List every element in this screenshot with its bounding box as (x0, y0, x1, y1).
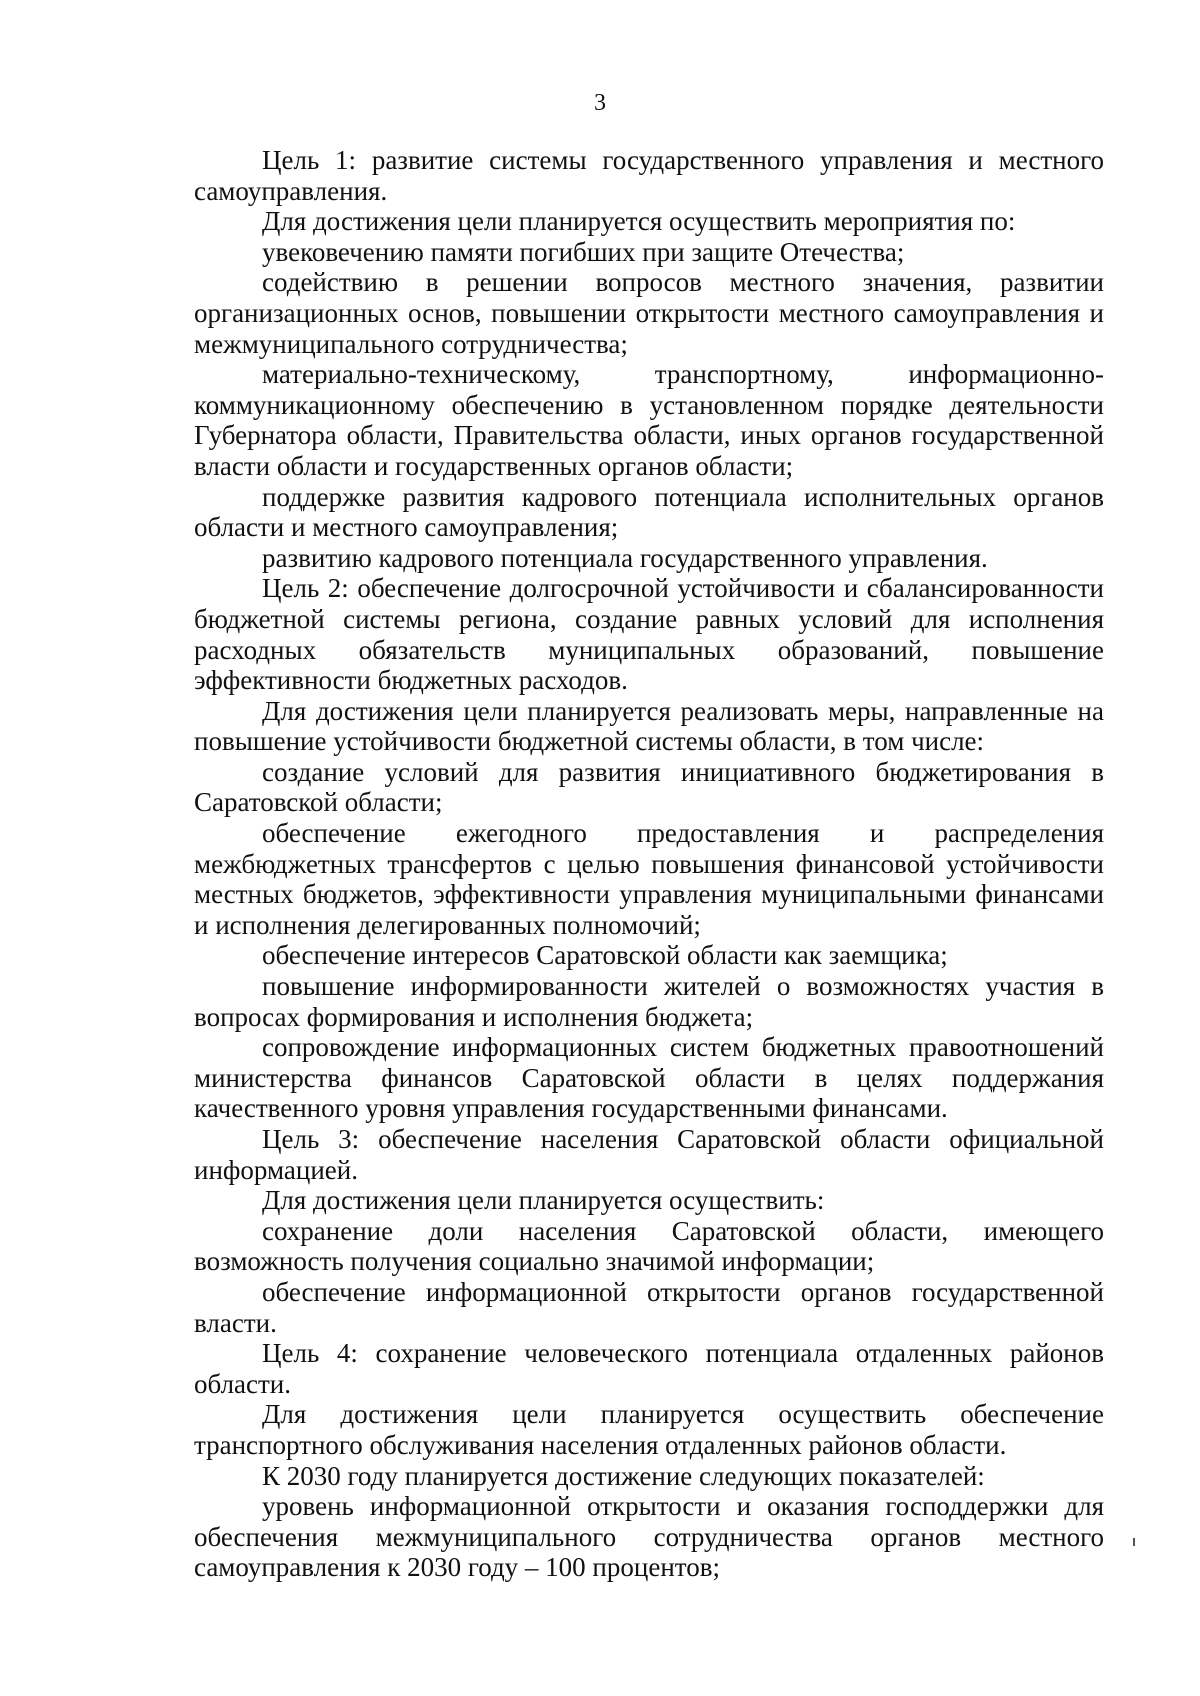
page-number: 3 (594, 90, 606, 116)
paragraph-goal-1-measures-intro: Для достижения цели планируется осуществить мероприятия по: (262, 206, 1016, 237)
paragraph-personnel-support: поддержке развития кадрового потенциала исполнительных органов области и местного самоуправления; (194, 481, 1104, 543)
paragraph-interbudget-transfers: обеспечение ежегодного предоставления и распределения межбюджетных трансфертов с целью повышения финансовой устойчивости местных бюджетов, эффективности управления муниципальными финансами и исполнения делегированных полномочий; (194, 818, 1104, 940)
paragraph-initiative-budgeting: создание условий для развития инициативного бюджетирования в Саратовской области; (194, 756, 1104, 818)
paragraph-material-support: материально-техническому, транспортному, информационно-коммуникационному обеспечению в установленном порядке деятельности Губернатора области, Правительства области, иных органов государственной власти области и государственных органов области; (194, 359, 1104, 481)
paragraph-goal-2-measures-intro: Для достижения цели планируется реализовать меры, направленные на повышение устойчивости бюджетной системы области, в том числе: (194, 695, 1104, 757)
document-body (194, 145, 1104, 1583)
scan-mark (1133, 1538, 1135, 1546)
paragraph-goal-3: Цель 3: обеспечение населения Саратовской области официальной информацией. (194, 1124, 1104, 1185)
paragraph-borrower-interests: обеспечение интересов Саратовской области как заемщика; (262, 940, 948, 971)
paragraph-personnel-development: развитию кадрового потенциала государственного управления. (262, 542, 988, 573)
paragraph-goal-4: Цель 4: сохранение человеческого потенциала отдаленных районов области. (194, 1338, 1104, 1399)
paragraph-residents-awareness: повышение информированности жителей о возможностях участия в вопросах формирования и исполнения бюджета; (194, 971, 1104, 1032)
paragraph-goal-1: Цель 1: развитие системы государственного управления и местного самоуправления. (194, 145, 1104, 206)
paragraph-info-systems: сопровождение информационных систем бюджетных правоотношений министерства финансов Саратовской области в целях поддержания качественного уровня управления государственными финансами. (194, 1032, 1104, 1124)
paragraph-memory: увековечению памяти погибших при защите Отечества; (262, 236, 905, 267)
paragraph-transport-service: Для достижения цели планируется осуществить обеспечение транспортного обслуживания населения отдаленных районов области. (194, 1399, 1104, 1460)
paragraph-indicators-intro: К 2030 году планируется достижение следующих показателей: (262, 1460, 985, 1491)
paragraph-government-openness: обеспечение информационной открытости органов государственной власти. (194, 1276, 1104, 1338)
paragraph-local-issues: содействию в решении вопросов местного значения, развитии организационных основ, повышении открытости местного самоуправления и межмуниципального сотрудничества; (194, 267, 1104, 359)
paragraph-indicator-openness: уровень информационной открытости и оказания господдержки для обеспечения межмуниципального сотрудничества органов местного самоуправления к 2030 году – 100 процентов; (194, 1491, 1104, 1583)
paragraph-goal-2: Цель 2: обеспечение долгосрочной устойчивости и сбалансированности бюджетной системы региона, создание равных условий для исполнения расходных обязательств муниципальных образований, повышение эффективности бюджетных расходов. (194, 573, 1104, 696)
paragraph-goal-3-measures-intro: Для достижения цели планируется осуществить: (262, 1185, 825, 1216)
paragraph-information-access: сохранение доли населения Саратовской области, имеющего возможность получения социально значимой информации; (194, 1215, 1104, 1277)
